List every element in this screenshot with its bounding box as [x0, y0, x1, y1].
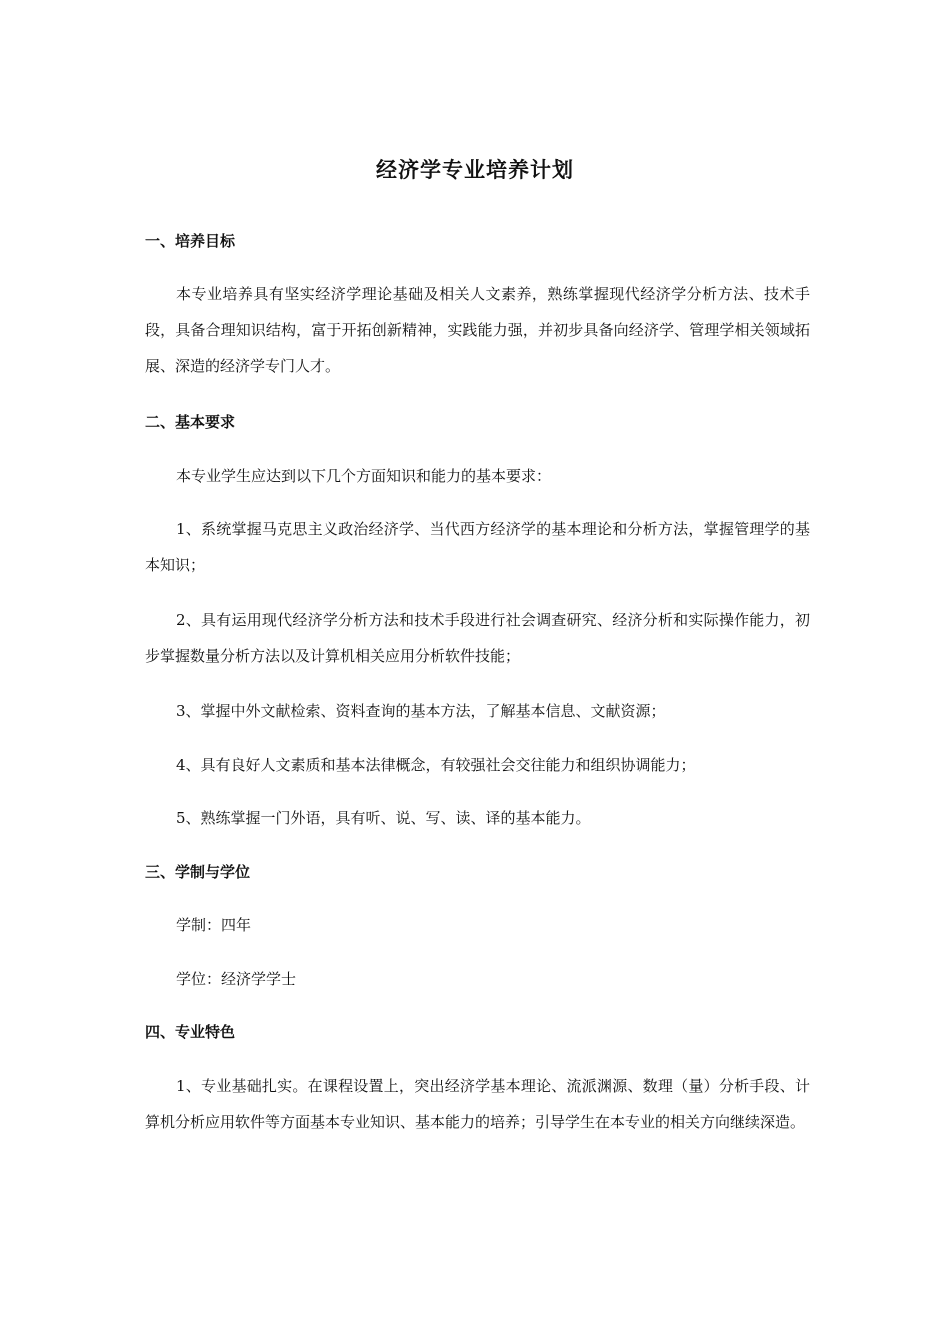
- section-heading-duration-degree: 三、学制与学位: [145, 863, 251, 881]
- list-item-requirement-2: 2、具有运用现代经济学分析方法和技术手段进行社会调查研究、经济分析和实际操作能力，初步掌握数量分析方法以及计算机相关应用分析软件技能；: [145, 611, 810, 665]
- section-heading-training-goals: 一、培养目标: [145, 232, 236, 250]
- paragraph-duration: 学制：四年: [176, 916, 252, 934]
- paragraph-training-goals: 本专业培养具有坚实经济学理论基础及相关人文素养，熟练掌握现代经济学分析方法、技术手段，具备合理知识结构，富于开拓创新精神，实践能力强，并初步具备向经济学、管理学相关领域拓展、深造的经济学专门人才。: [145, 285, 810, 375]
- list-item-requirement-4: 4、具有良好人文素质和基本法律概念，有较强社会交往能力和组织协调能力；: [176, 756, 696, 774]
- list-item-requirement-3: 3、掌握中外文献检索、资料查询的基本方法，了解基本信息、文献资源；: [176, 702, 666, 720]
- section-heading-basic-requirements: 二、基本要求: [145, 413, 236, 431]
- section-heading-program-features: 四、专业特色: [145, 1023, 236, 1041]
- paragraph-degree: 学位：经济学学士: [176, 970, 297, 988]
- document-title: 经济学专业培养计划: [376, 158, 574, 182]
- list-item-requirement-1: 1、系统掌握马克思主义政治经济学、当代西方经济学的基本理论和分析方法，掌握管理学的基本知识；: [145, 520, 810, 574]
- list-item-feature-1: 1、专业基础扎实。在课程设置上，突出经济学基本理论、流派渊源、数理（量）分析手段、计算机分析应用软件等方面基本专业知识、基本能力的培养；引导学生在本专业的相关方向继续深造。: [145, 1077, 810, 1131]
- paragraph-requirements-intro: 本专业学生应达到以下几个方面知识和能力的基本要求：: [176, 467, 552, 485]
- list-item-requirement-5: 5、熟练掌握一门外语，具有听、说、写、读、译的基本能力。: [176, 809, 591, 827]
